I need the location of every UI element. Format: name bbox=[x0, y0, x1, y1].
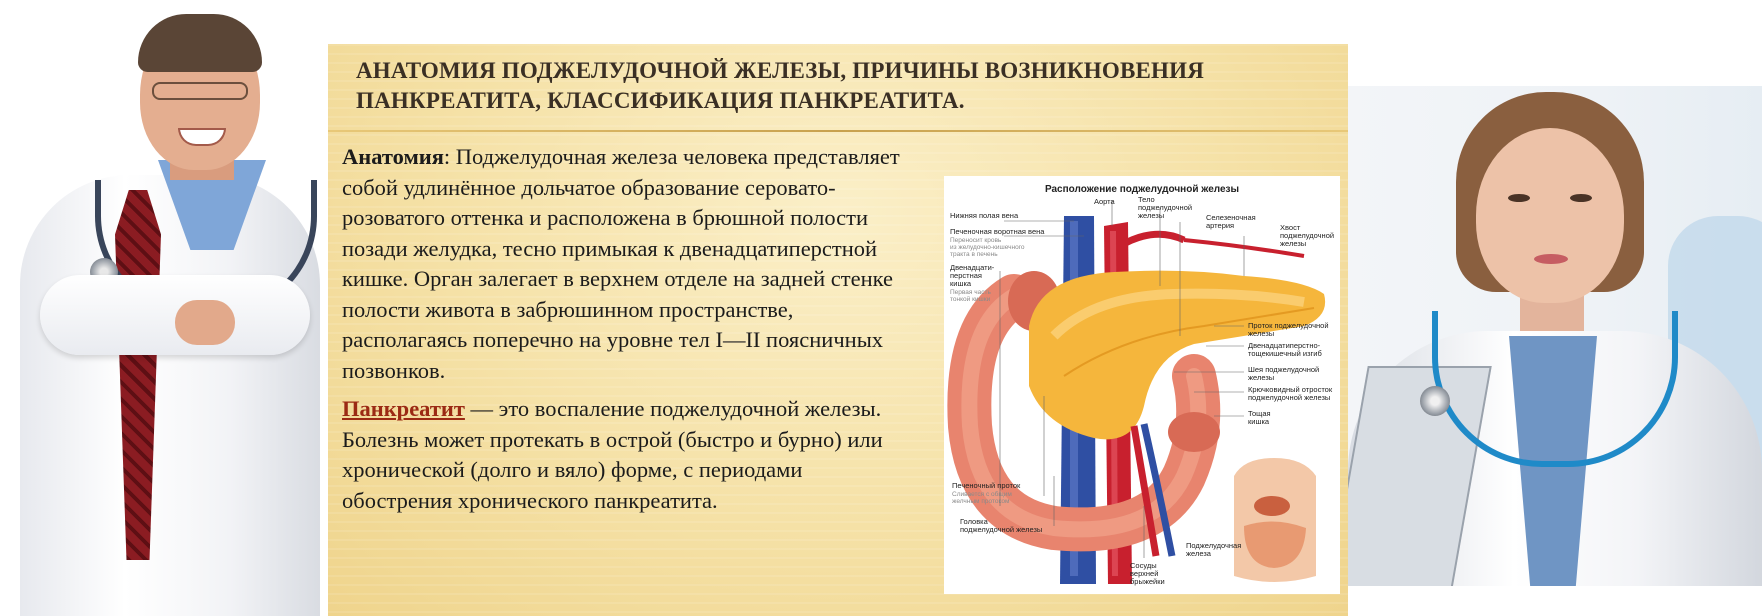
doctor-lips bbox=[1534, 254, 1568, 264]
label-aorta: Аорта bbox=[1094, 197, 1115, 206]
label-mesenteric: Сосуды bbox=[1130, 561, 1157, 570]
label-portal-vein: Печеночная воротная вена bbox=[950, 227, 1045, 236]
title-divider bbox=[328, 130, 1348, 132]
svg-text:железы: железы bbox=[1248, 373, 1275, 382]
svg-text:кишка: кишка bbox=[1248, 417, 1270, 426]
label-flexure: Двенадцатиперстно- bbox=[1248, 341, 1321, 350]
svg-text:железы: железы bbox=[1248, 329, 1275, 338]
svg-text:тракта в печень: тракта в печень bbox=[950, 251, 998, 258]
svg-text:железа: железа bbox=[1186, 549, 1211, 558]
pancreatitis-link[interactable]: Панкреатит bbox=[342, 396, 465, 421]
doctor-eye-left bbox=[1508, 194, 1530, 202]
svg-text:брыжейки: брыжейки bbox=[1130, 577, 1165, 586]
svg-text:тонкой кишки: тонкой кишки bbox=[950, 296, 991, 303]
label-jejunum: Тощая bbox=[1248, 409, 1271, 418]
doctor-hand bbox=[175, 300, 235, 345]
svg-text:верхней: верхней bbox=[1130, 569, 1159, 578]
svg-text:поджелудочной железы: поджелудочной железы bbox=[960, 525, 1043, 534]
label-vena-cava: Нижняя полая вена bbox=[950, 211, 1019, 220]
anatomy-text: : Поджелудочная железа человека представляет собой удлинённое дольчатое образование серовато-розоватого оттенка и расположена в брюшной полости позади желудка, тесно примыкая к двенадцатиперстной кишке. Орган залегает в верхнем отделе на задней стенке полости живота в забрюшинном пространстве, располагаясь поперечно на уровне тел I—II поясничных позвонков. bbox=[342, 144, 900, 383]
svg-text:перстная: перстная bbox=[950, 271, 982, 280]
label-duodenum: Двенадцати- bbox=[950, 263, 995, 272]
diagram-title: Расположение поджелудочной железы bbox=[1044, 184, 1240, 195]
label-tail: Хвост bbox=[1280, 223, 1301, 232]
stethoscope-head bbox=[1420, 386, 1450, 416]
label-neck: Шея поджелудочной bbox=[1248, 365, 1320, 374]
label-inset: Поджелудочная bbox=[1186, 541, 1242, 550]
inset-torso bbox=[1234, 458, 1316, 582]
label-body-3: железы bbox=[1138, 211, 1165, 220]
svg-text:Переносит кровь: Переносит кровь bbox=[950, 237, 1002, 244]
label-bile-duct: Печеночный проток bbox=[952, 481, 1021, 490]
svg-text:поджелудочной железы: поджелудочной железы bbox=[1248, 393, 1331, 402]
label-body-2: поджелудочной bbox=[1138, 203, 1193, 212]
doctor-photo-right bbox=[1348, 86, 1762, 586]
slide-title: АНАТОМИЯ ПОДЖЕЛУДОЧНОЙ ЖЕЛЕЗЫ, ПРИЧИНЫ ВОЗНИКНОВЕНИЯ ПАНКРЕАТИТА, КЛАССИФИКАЦИЯ ПАНКРЕАТИТА. bbox=[356, 58, 1205, 113]
pancreas-anatomy-diagram bbox=[944, 176, 1340, 594]
svg-text:кишка: кишка bbox=[950, 279, 972, 288]
slide-body bbox=[342, 142, 908, 524]
svg-text:желчным протоком: желчным протоком bbox=[952, 498, 1010, 505]
svg-text:Первая часть: Первая часть bbox=[950, 289, 991, 296]
doctor-eye-right bbox=[1570, 194, 1592, 202]
doctor-photo-left bbox=[0, 0, 328, 616]
label-splenic-artery-2: артерия bbox=[1206, 221, 1235, 230]
pancreatitis-paragraph bbox=[342, 394, 908, 516]
svg-text:Сливается с общим: Сливается с общим bbox=[952, 491, 1012, 498]
anatomy-paragraph bbox=[342, 142, 908, 386]
pancreatitis-text: — это воспаление поджелудочной железы. Болезнь может протекать в острой (быстро и бурно) или хронической (долго и вяло) форме, с периодами обострения хронического панкреатита. bbox=[342, 396, 883, 513]
label-head: Головка bbox=[960, 517, 988, 526]
slide-panel bbox=[328, 44, 1348, 616]
svg-text:тощекишечный изгиб: тощекишечный изгиб bbox=[1248, 349, 1322, 358]
anatomy-term: Анатомия bbox=[342, 144, 444, 169]
doctor-hair bbox=[138, 14, 262, 72]
label-uncinate: Крючковидный отросток bbox=[1248, 385, 1333, 394]
glasses-icon bbox=[152, 82, 248, 100]
label-body: Тело bbox=[1138, 195, 1155, 204]
doctor-face bbox=[1476, 128, 1624, 303]
label-tail-3: железы bbox=[1280, 239, 1307, 248]
label-tail-2: поджелудочной bbox=[1280, 231, 1335, 240]
label-duct: Проток поджелудочной bbox=[1248, 321, 1329, 330]
label-splenic-artery: Селезеночная bbox=[1206, 213, 1256, 222]
svg-text:из желудочно-кишечного: из желудочно-кишечного bbox=[950, 244, 1025, 251]
